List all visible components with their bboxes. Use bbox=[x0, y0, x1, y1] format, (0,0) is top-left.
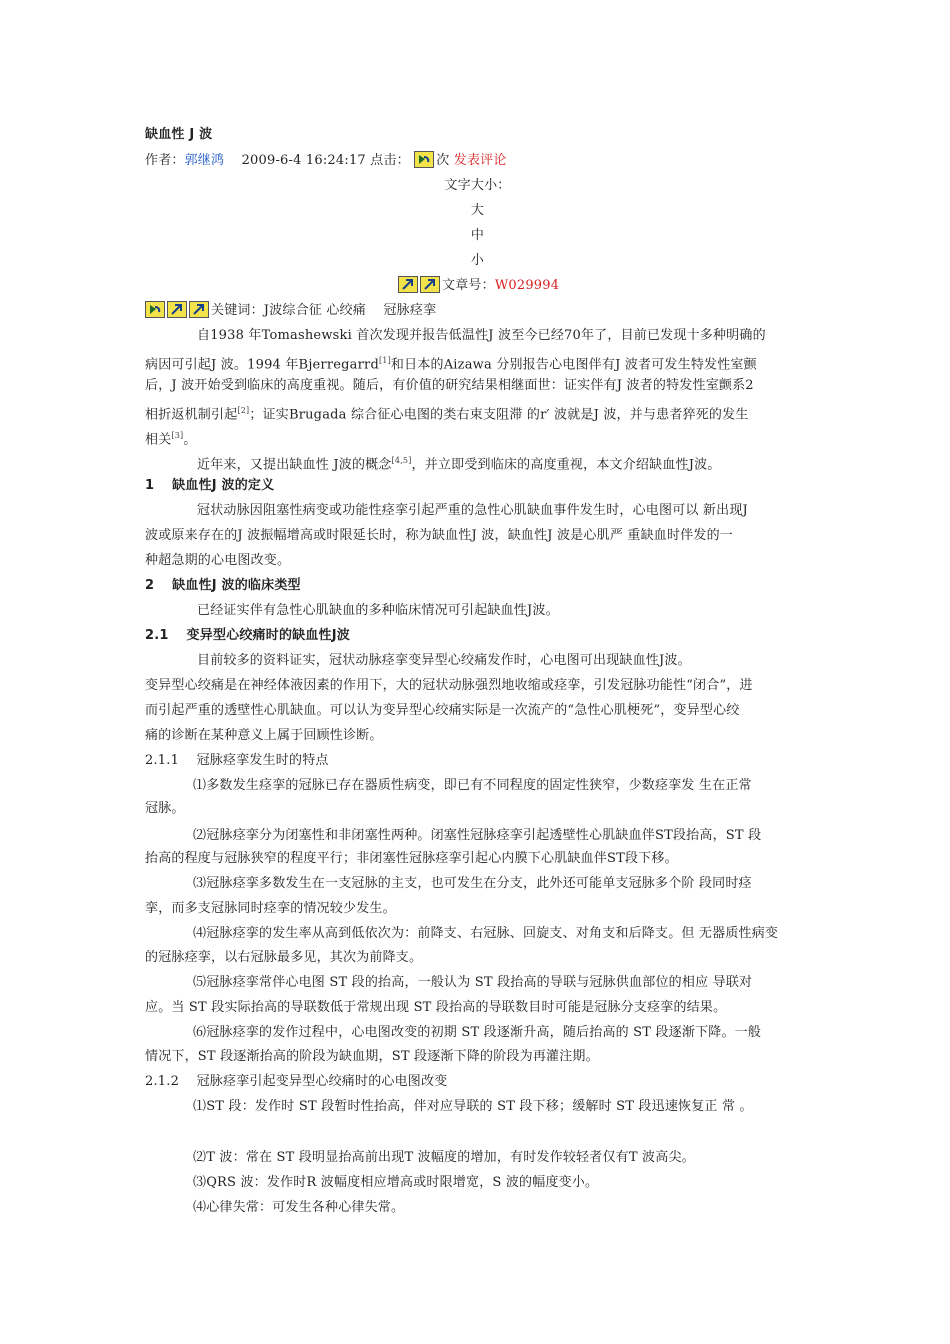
arrow-icon[interactable] bbox=[167, 301, 187, 318]
article-meta bbox=[145, 149, 810, 173]
text-span: 相折返机制引起 bbox=[145, 407, 238, 423]
paragraph-line: 波或原来存在的J 波振幅增高或时限延长时，称为缺血性J 波，缺血性J 波是心肌严 重缺血时伴发的一 bbox=[145, 528, 733, 543]
arrow-icon[interactable] bbox=[189, 301, 209, 318]
text-span: 病因可引起J 波。1994 年Bjerregarrd bbox=[145, 357, 379, 373]
subsubsection-heading: 2.1.1 冠脉痉挛发生时的特点 bbox=[145, 753, 329, 768]
list-item: ⑶QRS 波：发作时R 波幅度相应增高或时限增宽，S 波的幅度变小。 bbox=[193, 1175, 599, 1190]
font-size-label: 文字大小： bbox=[444, 178, 511, 193]
list-item: ⑵冠脉痉挛分为闭塞性和非闭塞性两种。闭塞性冠脉痉挛引起透壁性心肌缺血伴ST段抬高，ST 段 bbox=[193, 828, 762, 843]
hand-pointer-icon bbox=[414, 151, 434, 168]
list-item-cont: 挛，而多支冠脉同时痉挛的情况较少发生。 bbox=[145, 901, 396, 916]
list-item: ⑴ST 段：发作时 ST 段暂时性抬高，伴对应导联的 ST 段下移；缓解时 ST 段迅速恢复正 常 。 bbox=[193, 1099, 753, 1114]
list-item: ⑹冠脉痉挛的发作过程中，心电图改变的初期 ST 段逐渐升高，随后抬高的 ST 段逐渐下降。一般 bbox=[193, 1025, 762, 1040]
article-number-row bbox=[145, 274, 950, 298]
paragraph-line: 目前较多的资料证实，冠状动脉痉挛变异型心绞痛发作时，心电图可出现缺血性J波。 bbox=[197, 653, 691, 668]
paragraph-line: 已经证实伴有急性心肌缺血的多种临床情况可引起缺血性J波。 bbox=[197, 603, 559, 618]
citation[interactable]: [4,5] bbox=[391, 456, 412, 465]
paragraph-line: 自1938 年Tomashewski 首次发现并报告低温性J 波至今已经70年了，目前已发现十多种明确的 bbox=[197, 328, 766, 343]
paragraph-line: 后，J 波开始受到临床的高度重视。随后，有价值的研究结果相继面世：证实伴有J 波者的特发性室颤系2 bbox=[145, 378, 754, 393]
list-item: ⑴多数发生痉挛的冠脉已存在器质性病变，即已有不同程度的固定性狭窄，少数痉挛发 生在正常 bbox=[193, 778, 752, 793]
paragraph-line: 种超急期的心电图改变。 bbox=[145, 553, 291, 568]
list-item: ⑷心律失常：可发生各种心律失常。 bbox=[193, 1200, 405, 1215]
list-item: ⑷冠脉痉挛的发生率从高到低依次为：前降支、右冠脉、回旋支、对角支和后降支。但 无器质性病变 bbox=[193, 926, 779, 941]
publish-datetime: 2009-6-4 16:24:17 bbox=[241, 153, 366, 168]
article-title: 缺血性 J 波 bbox=[145, 127, 213, 142]
article-number-label: 文章号： bbox=[442, 278, 495, 293]
section-heading: 1 缺血性J 波的定义 bbox=[145, 478, 275, 493]
clicks-label: 点击： bbox=[370, 153, 410, 168]
text-span: 。 bbox=[183, 432, 197, 448]
text-span: 相关 bbox=[145, 432, 172, 448]
subsection-heading: 2.1 变异型心绞痛时的缺血性J波 bbox=[145, 628, 350, 643]
section-heading: 2 缺血性J 波的临床类型 bbox=[145, 578, 301, 593]
font-size-large[interactable]: 大 bbox=[470, 203, 485, 218]
clicks-suffix: 次 bbox=[436, 153, 450, 168]
subsubsection-heading: 2.1.2 冠脉痉挛引起变异型心绞痛时的心电图改变 bbox=[145, 1074, 448, 1089]
keywords-row bbox=[145, 299, 810, 323]
article-number: W029994 bbox=[494, 278, 560, 293]
font-size-small[interactable]: 小 bbox=[470, 253, 485, 268]
paragraph-line: 变异型心绞痛是在神经体液因素的作用下，大的冠状动脉强烈地收缩或痉挛，引发冠脉功能性“闭合”，进 bbox=[145, 678, 753, 693]
author-label: 作者： bbox=[145, 153, 185, 168]
paragraph-line: 而引起严重的透壁性心肌缺血。可以认为变异型心绞痛实际是一次流产的“急性心肌梗死”，变异型心绞 bbox=[145, 703, 740, 718]
citation[interactable]: [1] bbox=[378, 356, 391, 365]
list-item: ⑵T 波：常在 ST 段明显抬高前出现T 波幅度的增加，有时发作较轻者仅有T 波高尖。 bbox=[193, 1150, 695, 1165]
paragraph-line: 痛的诊断在某种意义上属于回顾性诊断。 bbox=[145, 728, 383, 743]
paragraph-line: 冠状动脉因阻塞性病变或功能性痉挛引起严重的急性心肌缺血事件发生时，心电图可以 新出现J bbox=[197, 503, 748, 518]
arrow-icon[interactable] bbox=[398, 276, 418, 293]
citation[interactable]: [2] bbox=[237, 406, 250, 415]
font-size-medium[interactable]: 中 bbox=[470, 228, 485, 243]
text-span: ；证实Brugada 综合征心电图的类右束支阻滞 的r′ 波就是J 波，并与患者猝死的发生 bbox=[249, 407, 749, 423]
list-item-cont: 情况下，ST 段逐渐抬高的阶段为缺血期，ST 段逐渐下降的阶段为再灌注期。 bbox=[145, 1049, 599, 1064]
list-item-cont: 冠脉。 bbox=[145, 801, 185, 816]
list-item: ⑶冠脉痉挛多数发生在一支冠脉的主支，也可发生在分支，此外还可能单支冠脉多个阶 段同时痉 bbox=[193, 876, 752, 891]
list-item-cont: 抬高的程度与冠脉狭窄的程度平行；非闭塞性冠脉痉挛引起心内膜下心肌缺血伴ST段下移。 bbox=[145, 851, 678, 866]
list-item: ⑸冠脉痉挛常伴心电图 ST 段的抬高，一般认为 ST 段抬高的导联与冠脉供血部位的相应 导联对 bbox=[193, 975, 753, 990]
hand-pointer-icon[interactable] bbox=[145, 301, 165, 318]
list-item-cont: 的冠脉痉挛，以右冠脉最多见，其次为前降支。 bbox=[145, 950, 423, 965]
arrow-icon[interactable] bbox=[420, 276, 440, 293]
list-item-cont: 应。当 ST 段实际抬高的导联数低于常规出现 ST 段抬高的导联数目时可能是冠脉分支痉挛的结果。 bbox=[145, 1000, 727, 1015]
text-span: 和日本的Aizawa 分别报告心电图伴有J 波者可发生特发性室颤 bbox=[390, 357, 757, 373]
text-span: 近年来，又提出缺血性 J波的概念 bbox=[197, 457, 392, 473]
author-link[interactable]: 郭继鸿 bbox=[184, 153, 225, 168]
keywords-text: 关键词：J波综合征 心绞痛 冠脉痉挛 bbox=[211, 303, 437, 318]
text-span: ，并立即受到临床的高度重视，本文介绍缺血性J波。 bbox=[411, 457, 721, 473]
citation[interactable]: [3] bbox=[171, 431, 184, 440]
comment-link[interactable]: 发表评论 bbox=[453, 153, 507, 168]
